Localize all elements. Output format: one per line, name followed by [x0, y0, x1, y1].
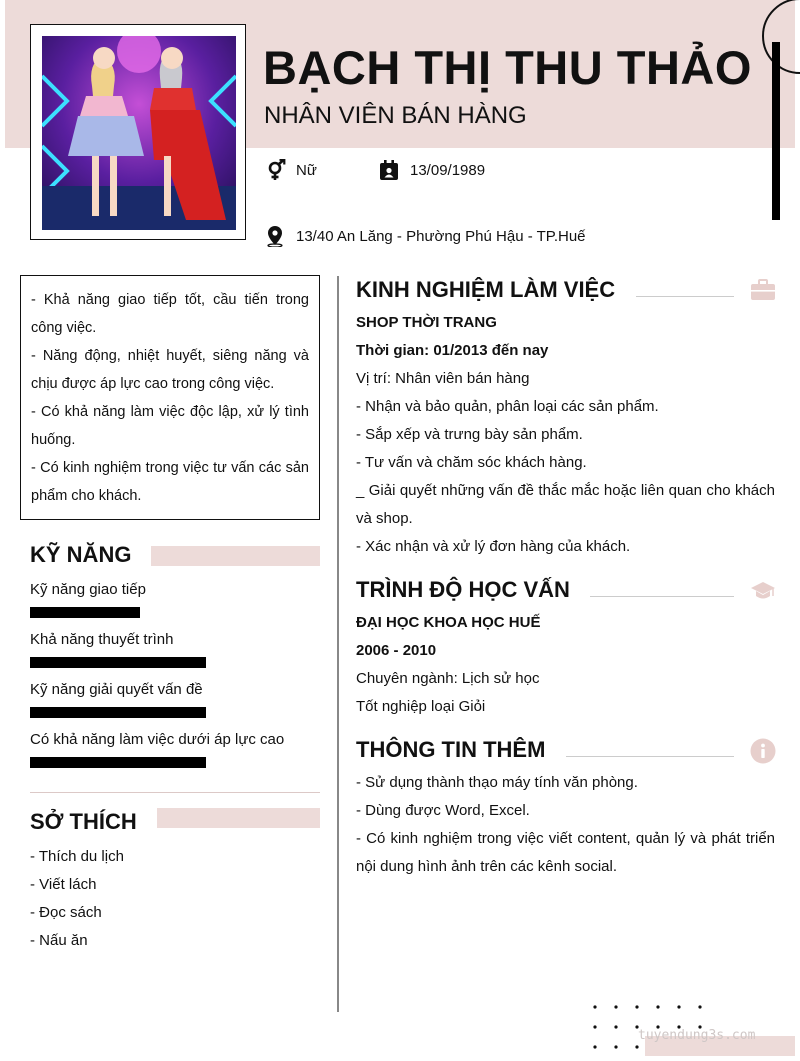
summary-line: - Năng động, nhiệt huyết, siêng năng và chịu được áp lực cao trong công việc. [31, 348, 309, 392]
skill-level-bar [30, 757, 206, 768]
hobby-item: - Thích du lịch [30, 848, 124, 865]
duty-item: - Sắp xếp và trưng bày sản phẩm. [356, 426, 583, 443]
additional-item: - Có kinh nghiệm trong việc viết content, quản lý và phát triển nội dung hình ảnh trên các kênh social. [356, 830, 775, 875]
skills-title-bar [151, 546, 320, 566]
additional-item: - Dùng được Word, Excel. [356, 802, 530, 819]
summary-line: - Có khả năng làm việc độc lập, xử lý tình huống. [31, 404, 309, 448]
hobbies-title-bar [157, 808, 320, 828]
summary-line: - Có kinh nghiệm trong việc tư vấn các sản phẩm cho khách. [31, 460, 309, 504]
profile-photo [42, 36, 236, 230]
school-years: 2006 - 2010 [356, 642, 437, 659]
section-rule [636, 296, 734, 297]
decorative-bar [772, 42, 780, 220]
grade: Tốt nghiệp loại Giỏi [356, 698, 486, 715]
work-period: Thời gian: 01/2013 đến nay [356, 342, 549, 359]
briefcase-icon [750, 279, 776, 301]
divider [30, 792, 320, 793]
skills-title: KỸ NĂNG [30, 542, 132, 567]
duty-item: - Nhận và bảo quản, phân loại các sản phẩm. [356, 398, 659, 415]
hobby-item: - Đọc sách [30, 904, 102, 921]
duty-item: - Tư vấn và chăm sóc khách hàng. [356, 454, 587, 471]
skill-name: Có khả năng làm việc dưới áp lực cao [30, 731, 285, 748]
hobby-item: - Viết lách [30, 876, 97, 893]
school-name: ĐẠI HỌC KHOA HỌC HUẾ [356, 614, 541, 631]
calendar-user-icon [378, 159, 400, 181]
skill-name: Khả năng thuyết trình [30, 631, 174, 648]
education-section [356, 609, 775, 721]
skill-name: Kỹ năng giải quyết vấn đề [30, 681, 203, 698]
duty-item: _ Giải quyết những vấn đề thắc mắc hoặc liên quan cho khách và shop. [356, 482, 775, 527]
company-name: SHOP THỜI TRANG [356, 314, 497, 331]
info-circle-icon [750, 738, 776, 764]
section-rule [590, 596, 734, 597]
duty-item: - Xác nhận và xử lý đơn hàng của khách. [356, 538, 631, 555]
gender-icon [264, 159, 286, 181]
summary-box [20, 275, 320, 520]
experience-section [356, 309, 775, 561]
experience-title: KINH NGHIỆM LÀM VIỆC [356, 277, 616, 302]
job-title: NHÂN VIÊN BÁN HÀNG [264, 102, 527, 129]
hobbies-title: SỞ THÍCH [30, 809, 137, 834]
additional-section [356, 769, 775, 881]
skill-level-bar [30, 707, 206, 718]
candidate-name: BẠCH THỊ THU THẢO [263, 41, 752, 94]
skill-level-bar [30, 607, 140, 618]
additional-title: THÔNG TIN THÊM [356, 737, 546, 762]
map-pin-icon [264, 225, 286, 247]
column-divider [337, 276, 339, 1012]
watermark: tuyendung3s.com [638, 1028, 756, 1043]
additional-item: - Sử dụng thành thạo máy tính văn phòng. [356, 774, 638, 791]
address-value: 13/40 An Lăng - Phường Phú Hậu - TP.Huế [296, 228, 586, 245]
education-title: TRÌNH ĐỘ HỌC VẤN [356, 577, 570, 602]
work-position: Vị trí: Nhân viên bán hàng [356, 370, 530, 387]
hobby-item: - Nấu ăn [30, 932, 88, 949]
gender-value: Nữ [296, 162, 317, 179]
skill-name: Kỹ năng giao tiếp [30, 581, 146, 598]
summary-line: - Khả năng giao tiếp tốt, cầu tiến trong công việc. [31, 292, 309, 336]
section-rule [566, 756, 734, 757]
birthday-value: 13/09/1989 [410, 162, 486, 179]
major: Chuyên ngành: Lịch sử học [356, 670, 540, 687]
graduation-cap-icon [750, 579, 776, 601]
skill-level-bar [30, 657, 206, 668]
